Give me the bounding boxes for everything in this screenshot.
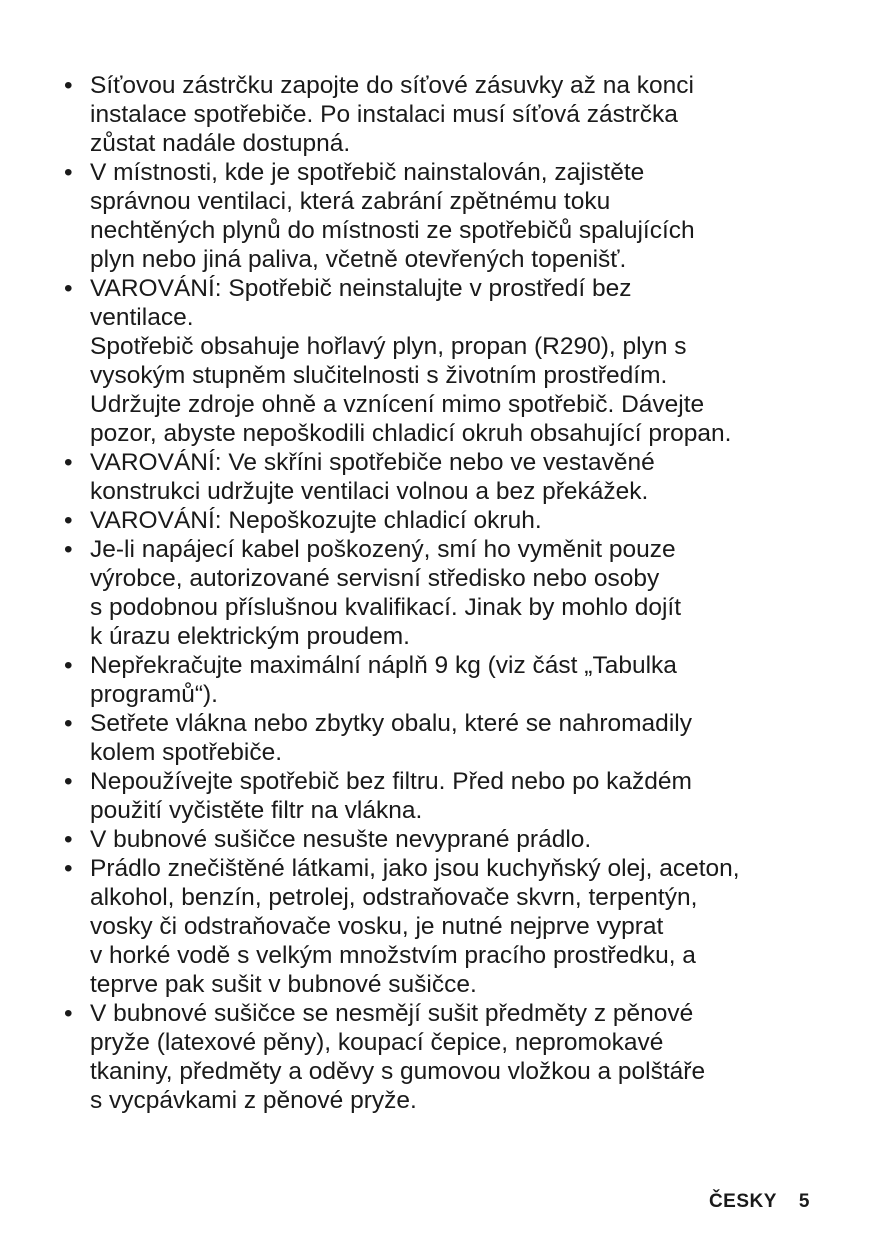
text-line: teprve pak sušit v bubnové sušičce. [90,971,477,998]
language-label: ČESKY [708,1191,777,1212]
text-line: konstrukci udržujte ventilaci volnou a bez překážek. [90,478,649,505]
list-item [62,767,822,825]
text-line: ventilace. [90,304,194,331]
list-item [62,535,822,651]
list-item [62,274,822,448]
text-line: • Nepoužívejte spotřebič bez filtru. Před nebo po každém [90,768,692,795]
text-line: • Setřete vlákna nebo zbytky obalu, které se nahromadily [90,710,692,737]
text-line: s vycpávkami z pěnové pryže. [90,1087,417,1114]
text-line: Spotřebič obsahuje hořlavý plyn, propan (R290), plyn s [90,333,687,360]
text-line: zůstat nadále dostupná. [90,130,351,157]
list-item [62,709,822,767]
text-line: v horké vodě s velkým množstvím pracího prostředku, a [90,942,696,969]
text-line: tkaniny, předměty a oděvy s gumovou vložkou a polštáře [90,1058,706,1085]
list-item [62,854,822,999]
list-item [62,506,822,535]
text-line: • Síťovou zástrčku zapojte do síťové zásuvky až na konci [90,72,694,99]
text-line: • V bubnové sušičce se nesmějí sušit předměty z pěnové [90,1000,694,1027]
text-line: s podobnou příslušnou kvalifikací. Jinak by mohlo dojít [90,594,682,621]
text-line: • Je-li napájecí kabel poškozený, smí ho vyměnit pouze [90,536,676,563]
text-line: kolem spotřebiče. [90,739,283,766]
text-line: pozor, abyste nepoškodili chladicí okruh obsahující propan. [90,420,732,447]
text-line: instalace spotřebiče. Po instalaci musí síťová zástrčka [90,101,678,128]
list-item [62,158,822,274]
list-item [62,651,822,709]
text-line: • V místnosti, kde je spotřebič nainstalován, zajistěte [90,159,645,186]
text-line: nechtěných plynů do místnosti ze spotřebičů spalujících [90,217,695,244]
text-line: • VAROVÁNÍ: Ve skříni spotřebiče nebo ve vestavěné [90,449,655,476]
text-line: vosky či odstraňovače vosku, je nutné nejprve vyprat [90,913,664,940]
list-item [62,999,822,1115]
list-item [62,448,822,506]
page-number: 5 [798,1191,810,1212]
text-line: programů“). [90,681,218,708]
text-line: vysokým stupněm slučitelnosti s životním prostředím. [90,362,668,389]
safety-instructions-list [62,71,822,1115]
text-line: použití vyčistěte filtr na vlákna. [90,797,423,824]
text-line: • Nepřekračujte maximální náplň 9 kg (viz část „Tabulka [90,652,677,679]
page-footer [709,1191,810,1213]
text-line: pryže (latexové pěny), koupací čepice, nepromokavé [90,1029,664,1056]
list-item [62,825,822,854]
text-line: • V bubnové sušičce nesušte nevyprané prádlo. [90,826,592,853]
text-line: • Prádlo znečištěné látkami, jako jsou kuchyňský olej, aceton, [90,855,740,882]
list-item [62,71,822,158]
text-line: k úrazu elektrickým proudem. [90,623,410,650]
text-line: plyn nebo jiná paliva, včetně otevřených topenišť. [90,246,627,273]
text-line: výrobce, autorizované servisní středisko nebo osoby [90,565,660,592]
text-line: • VAROVÁNÍ: Spotřebič neinstalujte v prostředí bez [90,275,632,302]
text-line: alkohol, benzín, petrolej, odstraňovače skvrn, terpentýn, [90,884,698,911]
text-line: Udržujte zdroje ohně a vznícení mimo spotřebič. Dávejte [90,391,705,418]
text-line: správnou ventilaci, která zabrání zpětnému toku [90,188,611,215]
text-line: • VAROVÁNÍ: Nepoškozujte chladicí okruh. [90,507,542,534]
